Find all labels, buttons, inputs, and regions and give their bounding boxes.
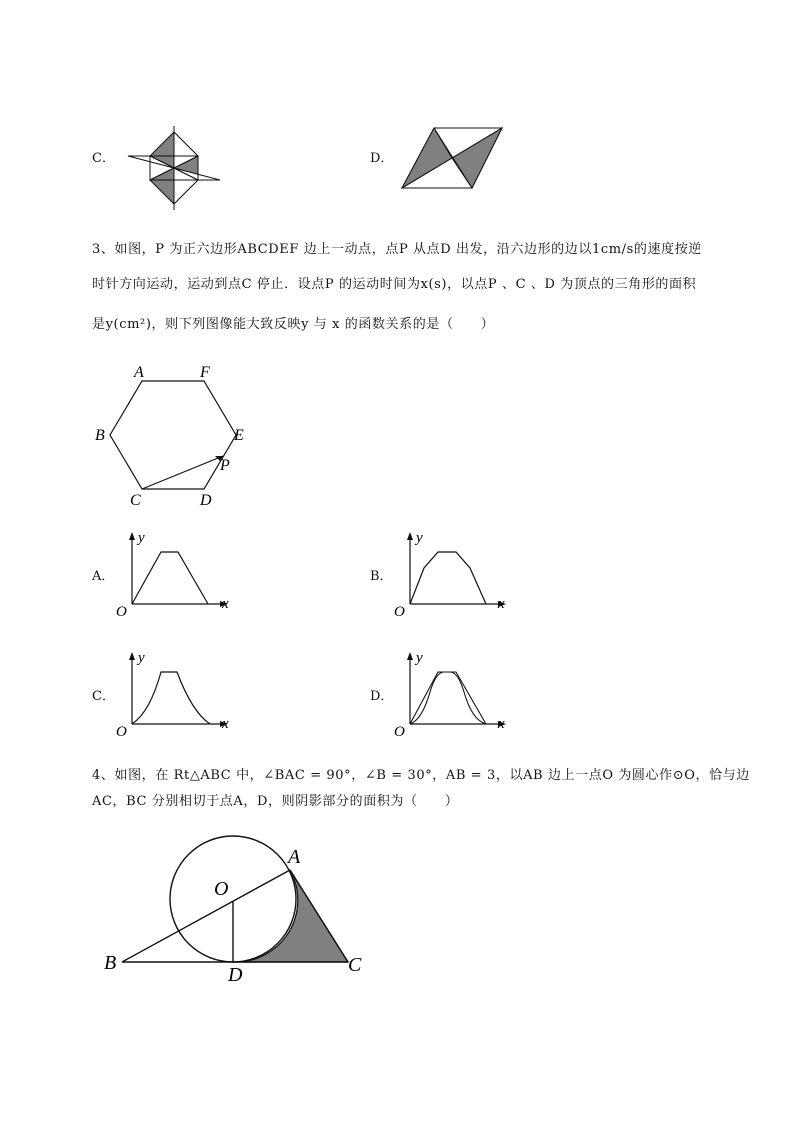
hex-label-a: A	[134, 364, 144, 381]
graph-b-x: x	[498, 596, 505, 612]
graph-d-o: O	[394, 724, 405, 740]
graph-d-x: x	[498, 716, 505, 732]
graph-a-x: x	[222, 596, 229, 612]
graph-a-o: O	[116, 604, 127, 620]
fig-label-d: D	[228, 964, 243, 986]
parallelogram-figure	[400, 126, 504, 190]
graph-option-a	[114, 530, 234, 620]
triangle-circle-figure	[100, 835, 390, 985]
q4-text-line2: AC，BC 分别相切于点A，D，则阴影部分的面积为（ ）	[92, 794, 459, 809]
hex-label-d: D	[200, 492, 212, 509]
graph-c-y: y	[138, 650, 145, 666]
q2-option-d-label: D．	[370, 151, 394, 166]
q4-text-line1: 4、如图，在 Rt△ABC 中，∠BAC = 90°，∠B = 30°，AB = 3，以AB 边上一点O 为圆心作⊙O，恰与边	[92, 768, 750, 783]
q3-text-line2: 时针方向运动，运动到点C 停止．设点P 的运动时间为x(s)，以点P 、C 、D 为顶点的三角形的面积	[92, 277, 697, 292]
hex-label-c: C	[130, 492, 141, 509]
q3-text-line3: 是y(cm²)，则下列图像能大致反映y 与 x 的函数关系的是（ ）	[92, 317, 495, 332]
hexagon-figure	[90, 360, 260, 510]
q3-option-b-label: B．	[370, 569, 393, 584]
graph-b-y: y	[416, 530, 423, 546]
q3-option-a-label: A．	[92, 569, 115, 584]
graph-c-o: O	[116, 724, 127, 740]
q3-option-d-label: D．	[370, 689, 394, 704]
graph-a-y: y	[138, 530, 145, 546]
fig-label-b: B	[104, 952, 117, 974]
graph-option-d	[392, 650, 512, 740]
hex-label-b: B	[95, 427, 105, 444]
q2-option-c-label: C．	[92, 151, 115, 166]
hex-label-f: F	[200, 364, 210, 381]
graph-option-b	[392, 530, 512, 620]
hex-label-e: E	[234, 427, 244, 444]
graph-d-y: y	[416, 650, 423, 666]
fig-label-o: O	[214, 878, 229, 900]
fig-label-a: A	[288, 846, 301, 868]
hex-label-p: P	[220, 457, 230, 474]
graph-option-c	[114, 650, 234, 740]
q3-option-c-label: C．	[92, 689, 115, 704]
fig-label-c: C	[348, 954, 362, 976]
q3-text-line1: 3、如图，P 为正六边形ABCDEF 边上一动点，点P 从点D 出发，沿六边形的边以1cm/s的速度按逆	[92, 242, 702, 257]
graph-b-o: O	[394, 604, 405, 620]
pinwheel-figure	[124, 126, 224, 210]
graph-c-x: x	[222, 716, 229, 732]
